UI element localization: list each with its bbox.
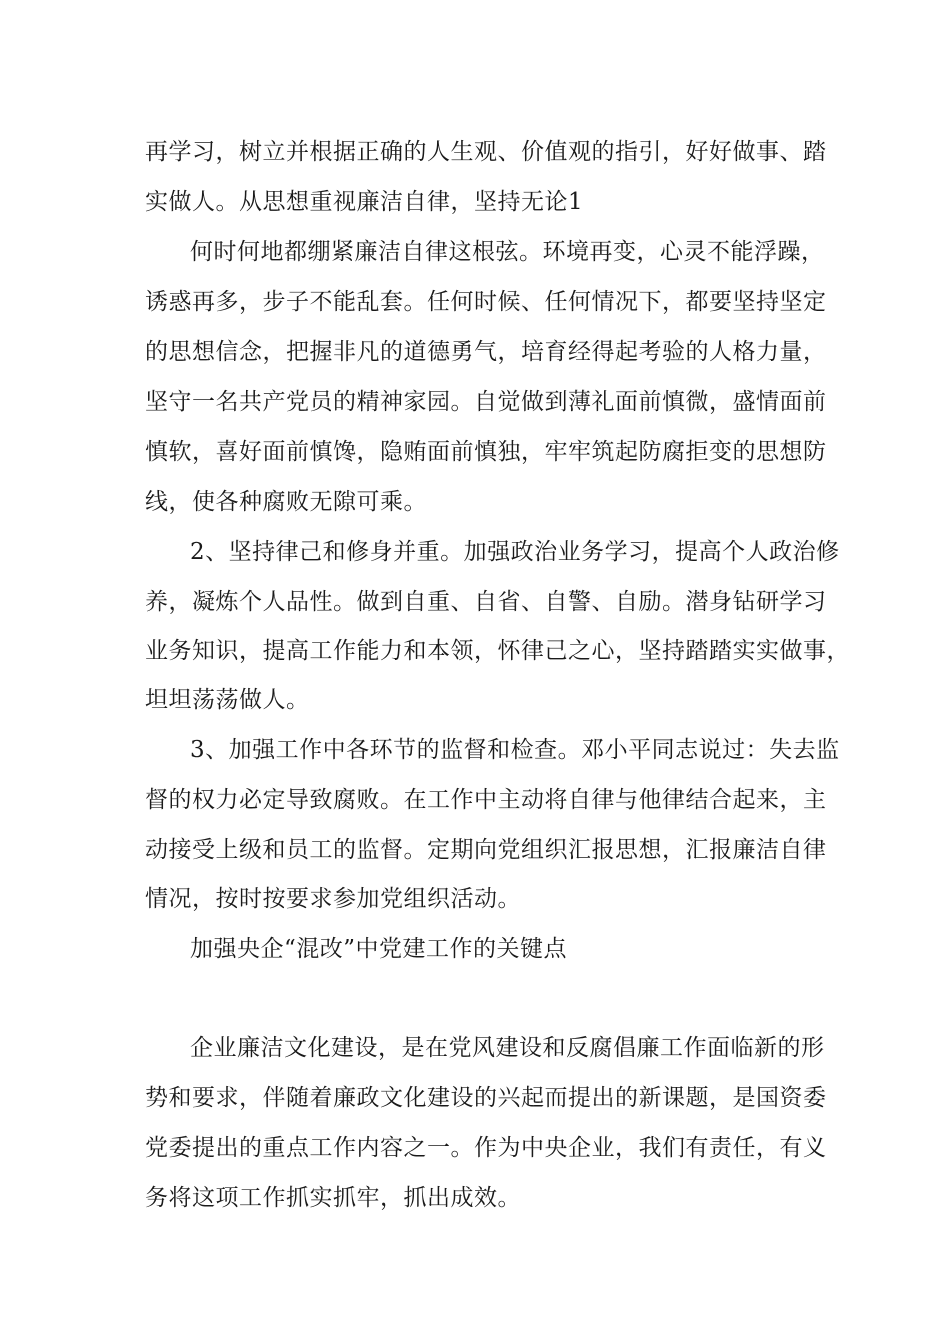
text-line: 3、加强工作中各环节的监督和检查。邓小平同志说过：失去监 (190, 737, 840, 763)
text-line: 坦坦荡荡做人。 (145, 687, 310, 713)
text-line: 的思想信念，把握非凡的道德勇气，培育经得起考验的人格力量， (145, 339, 827, 365)
text-line: 势和要求，伴随着廉政文化建设的兴起而提出的新课题，是国资委 (145, 1085, 827, 1111)
text-line: 养，凝炼个人品性。做到自重、自省、自警、自励。潜身钻研学习 (145, 589, 827, 615)
text-line: 务将这项工作抓实抓牢，抓出成效。 (145, 1185, 521, 1211)
text-line: 坚守一名共产党员的精神家园。自觉做到薄礼面前慎微，盛情面前 (145, 389, 827, 415)
text-line: 诱惑再多，步子不能乱套。任何时候、任何情况下，都要坚持坚定 (145, 289, 827, 315)
text-line: 慎软，喜好面前慎馋，隐贿面前慎独，牢牢筑起防腐拒变的思想防 (145, 439, 827, 465)
text-line: 企业廉洁文化建设，是在党风建设和反腐倡廉工作面临新的形 (190, 1035, 825, 1061)
text-line: 2、坚持律己和修身并重。加强政治业务学习，提高个人政治修 (190, 539, 840, 565)
text-line: 业务知识，提高工作能力和本领，怀律己之心，坚持踏踏实实做事， (145, 638, 850, 664)
section-heading: 加强央企“混改”中党建工作的关键点 (190, 936, 568, 962)
text-line: 何时何地都绷紧廉洁自律这根弦。环境再变，心灵不能浮躁， (190, 239, 825, 265)
text-line: 线，使各种腐败无隙可乘。 (145, 489, 427, 515)
text-line: 再学习，树立并根据正确的人生观、价值观的指引，好好做事、踏 (145, 139, 827, 165)
text-line: 情况，按时按要求参加党组织活动。 (145, 886, 521, 912)
text-line: 党委提出的重点工作内容之一。作为中央企业，我们有责任，有义 (145, 1135, 827, 1161)
text-line: 实做人。从思想重视廉洁自律，坚持无论1 (145, 189, 584, 215)
text-line: 动接受上级和员工的监督。定期向党组织汇报思想，汇报廉洁自律 (145, 837, 827, 863)
text-line: 督的权力必定导致腐败。在工作中主动将自律与他律结合起来，主 (145, 787, 827, 813)
